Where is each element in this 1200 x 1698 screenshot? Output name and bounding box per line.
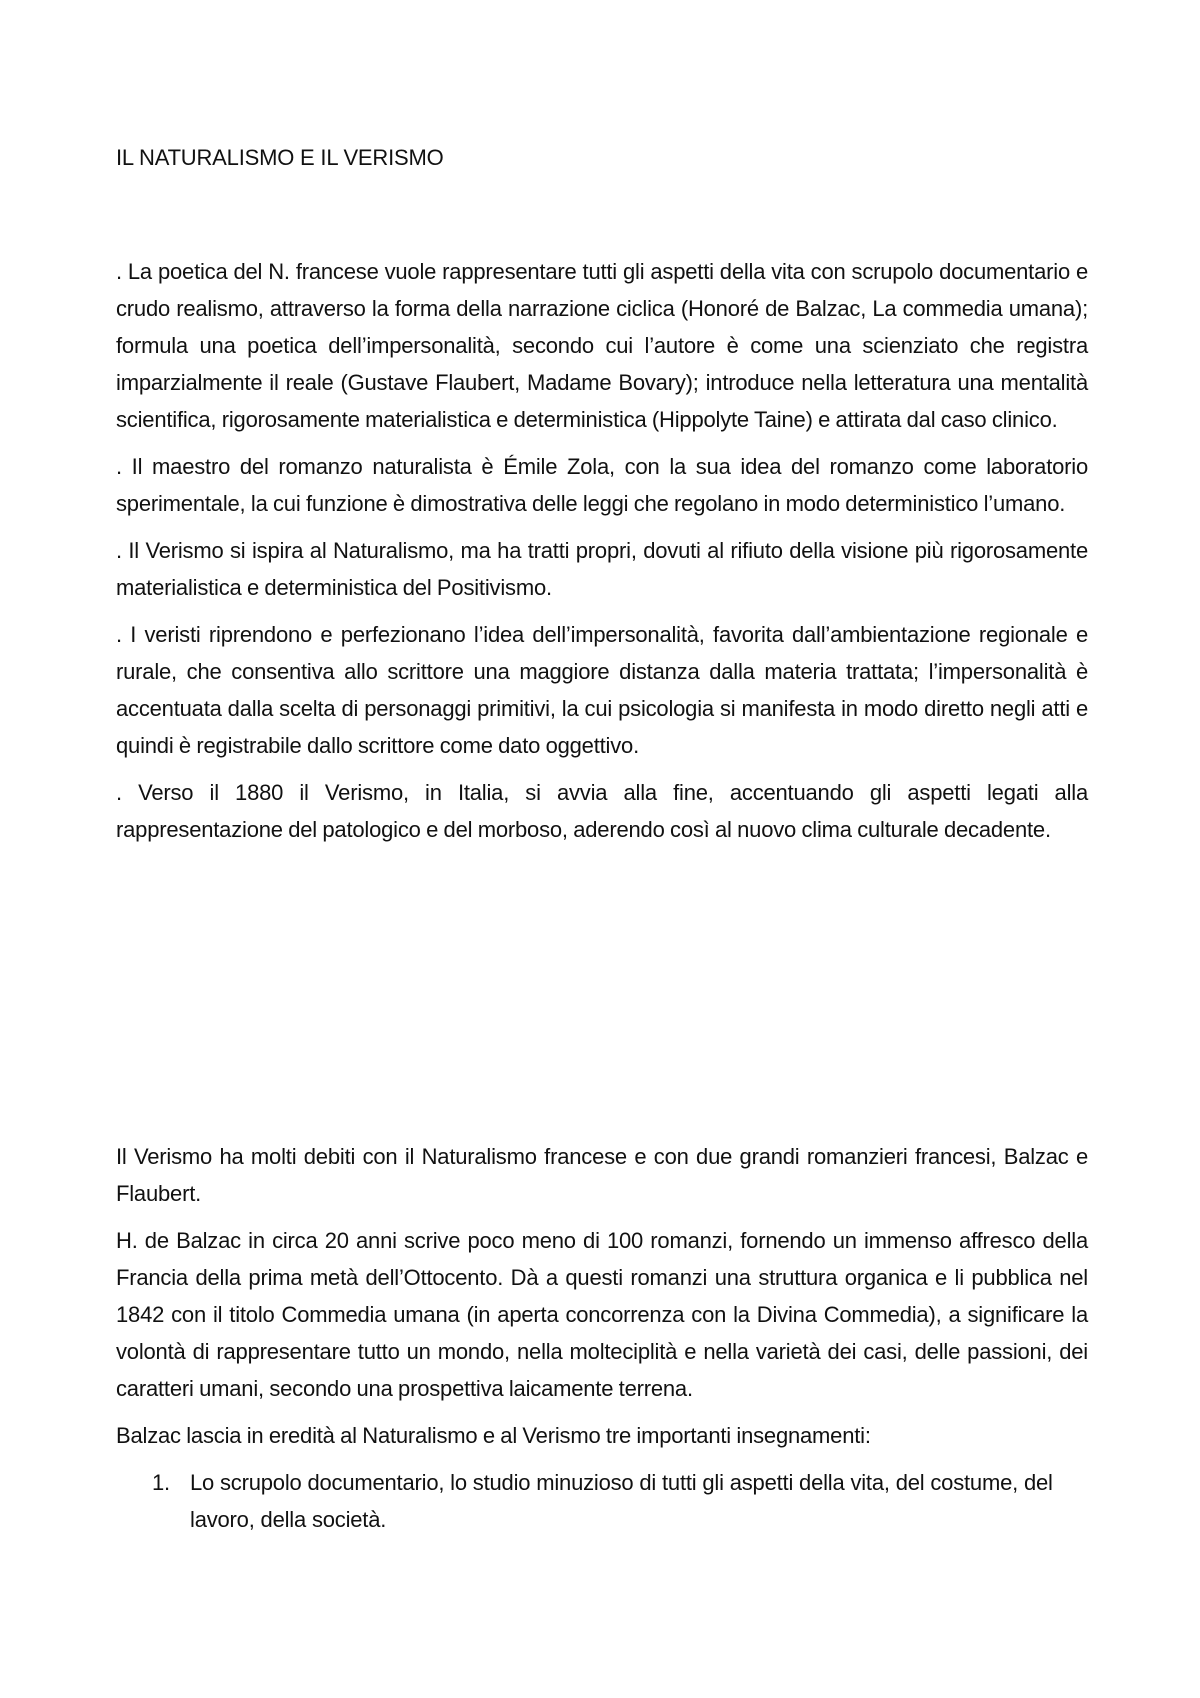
list-item bbox=[116, 1464, 1088, 1538]
list-item-text: Lo scrupolo documentario, lo studio minuzioso di tutti gli aspetti della vita, del costume, del lavoro, della società. bbox=[190, 1470, 1053, 1532]
legacy-list bbox=[116, 1464, 1088, 1538]
section-balzac-flaubert bbox=[116, 1138, 1088, 1538]
document-title: IL NATURALISMO E IL VERISMO bbox=[116, 145, 444, 170]
paragraph-balzac-legacy: Balzac lascia in eredità al Naturalismo e al Verismo tre importanti insegnamenti: bbox=[116, 1423, 871, 1448]
paragraph-zola: . Il maestro del romanzo naturalista è Émile Zola, con la sua idea del romanzo come laboratorio sperimentale, la cui funzione è dimostrativa delle leggi che regolano in modo deterministico l’umano. bbox=[116, 454, 1088, 516]
paragraph-verism-origins: . Il Verismo si ispira al Naturalismo, ma ha tratti propri, dovuti al rifiuto della visione più rigorosamente materialistica e deterministica del Positivismo. bbox=[116, 538, 1088, 600]
paragraph-debts: Il Verismo ha molti debiti con il Naturalismo francese e con due grandi romanzieri francesi, Balzac e Flaubert. bbox=[116, 1144, 1088, 1206]
paragraph-french-naturalism: . La poetica del N. francese vuole rappresentare tutti gli aspetti della vita con scrupolo documentario e crudo realismo, attraverso la forma della narrazione ciclica (Honoré de Balzac, La commedia umana); formula una poetica dell’impersonalità, secondo cui l’autore è come una scienziato che registra imparzialmente il reale (Gustave Flaubert, Madame Bovary); introduce nella letteratura una mentalità scientifica, rigorosamente materialistica e deterministica (Hippolyte Taine) e attirata dal caso clinico. bbox=[116, 259, 1088, 432]
paragraph-verists-impersonality: . I veristi riprendono e perfezionano l’idea dell’impersonalità, favorita dall’ambientazione regionale e rurale, che consentiva allo scrittore una maggiore distanza dalla materia trattata; l’impersonalità è accentuata dalla scelta di personaggi primitivi, la cui psicologia si manifesta in modo diretto negli atti e quindi è registrabile dallo scrittore come dato oggettivo. bbox=[116, 622, 1088, 758]
paragraph-verism-decline: . Verso il 1880 il Verismo, in Italia, si avvia alla fine, accentuando gli aspetti legati alla rappresentazione del patologico e del morboso, aderendo così al nuovo clima culturale decadente. bbox=[116, 780, 1088, 842]
paragraph-balzac: H. de Balzac in circa 20 anni scrive poco meno di 100 romanzi, fornendo un immenso affresco della Francia della prima metà dell’Ottocento. Dà a questi romanzi una struttura organica e li pubblica nel 1842 con il titolo Commedia umana (in aperta concorrenza con la Divina Commedia), a significare la volontà di rappresentare tutto un mondo, nella molteciplità e nella varietà dei casi, delle passioni, dei caratteri umani, secondo una prospettiva laicamente terrena. bbox=[116, 1228, 1088, 1401]
list-item-number: 1. bbox=[152, 1470, 170, 1495]
section-naturalism-verism bbox=[116, 253, 1088, 858]
